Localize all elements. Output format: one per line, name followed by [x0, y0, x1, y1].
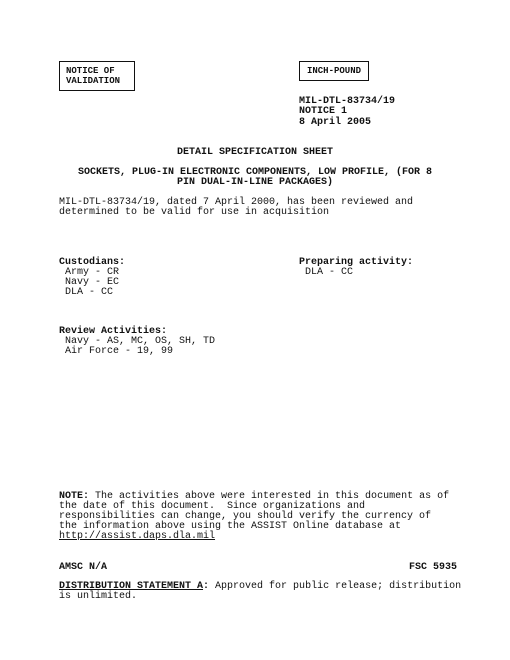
note-line-4: the information above using the ASSIST Online database at — [59, 521, 402, 532]
subject-line-2: PIN DUAL-IN-LINE PACKAGES) — [176, 177, 334, 188]
fsc-code: FSC 5935 — [409, 562, 458, 573]
note-text: The activities above were interested in this document as of — [89, 491, 450, 502]
distribution-colon: : — [203, 581, 210, 592]
review-activity-item: Navy - AS, MC, OS, SH, TD — [59, 336, 216, 347]
inch-pound-box: INCH-POUND — [299, 61, 369, 81]
distribution-text: Approved for public release; distribution — [209, 581, 462, 592]
document-date: 8 April 2005 — [299, 117, 372, 128]
custodian-item: DLA - CC — [59, 287, 114, 298]
preparing-activity-heading: Preparing activity: — [299, 257, 414, 268]
sheet-title: DETAIL SPECIFICATION SHEET — [176, 147, 334, 158]
note-line-2: the date of this document. Since organizations and — [59, 501, 366, 512]
notice-of-validation-box: NOTICE OF VALIDATION — [59, 61, 135, 91]
distribution-label: DISTRIBUTION STATEMENT A — [59, 581, 204, 592]
validation-line-1: MIL-DTL-83734/19, dated 7 April 2000, has been reviewed and — [59, 197, 414, 208]
subject-line-1: SOCKETS, PLUG-IN ELECTRONIC COMPONENTS, LOW PROFILE, (FOR 8 — [77, 167, 433, 178]
assist-link[interactable]: http://assist.daps.dla.mil — [59, 531, 216, 542]
document-id: MIL-DTL-83734/19 — [299, 96, 396, 107]
distribution-line-2: is unlimited. — [59, 591, 138, 602]
custodian-item: Army - CR — [59, 267, 120, 278]
note-label: NOTE: — [59, 491, 90, 502]
preparing-activity-value: DLA - CC — [299, 267, 354, 278]
custodians-heading: Custodians: — [59, 257, 126, 268]
note-line-3: responsibilities can change, you should verify the currency of — [59, 511, 432, 522]
amsc-code: AMSC N/A — [59, 562, 108, 573]
custodian-item: Navy - EC — [59, 277, 120, 288]
notice-number: NOTICE 1 — [299, 106, 348, 117]
review-activity-item: Air Force - 19, 99 — [59, 346, 174, 357]
review-activities-heading: Review Activities: — [59, 326, 168, 337]
validation-line-2: determined to be valid for use in acquisition — [59, 207, 330, 218]
